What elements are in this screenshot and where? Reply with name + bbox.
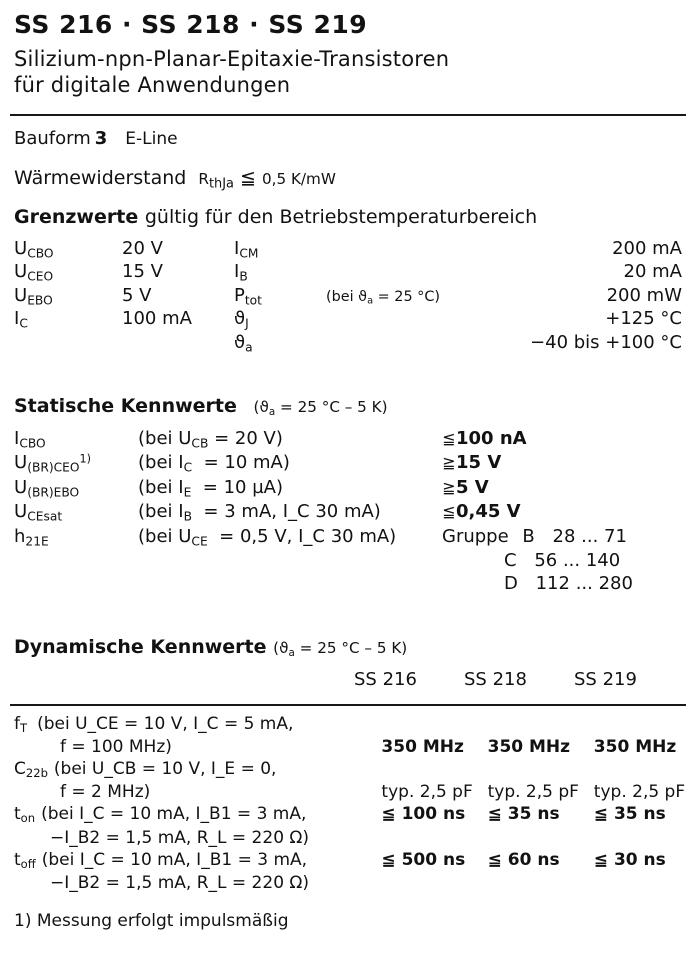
limit-condition: (bei $ϑ_a = 25$ °C)	[326, 288, 441, 307]
limit-symbol-2-sub: J	[245, 316, 249, 331]
column-header-ss218: SS 218	[464, 668, 527, 690]
limit-value-2: +125 °C	[605, 308, 682, 330]
dyn-value-ss219: 350 MHz	[593, 737, 677, 758]
static-heading-bold: Statische Kennwerte	[14, 394, 237, 417]
thermal-symbol: R	[198, 170, 209, 189]
static-relation: ≦	[442, 502, 456, 522]
dyn-value-ss218: 350 MHz	[487, 737, 571, 758]
subtitle-line-1: Silizium-npn-Planar-Epitaxie-Transistoren	[14, 47, 450, 71]
static-condition: (bei $U_{CB} = 20$ V)	[138, 427, 283, 451]
package-label: Bauform	[14, 128, 91, 150]
dyn-symbol-sub: off	[20, 856, 36, 871]
limit-symbol: I	[14, 308, 20, 330]
thermal-resistance-row	[0, 149, 700, 192]
static-symbol: U	[14, 452, 28, 474]
page-title: SS 216 · SS 218 · SS 219	[14, 10, 368, 39]
static-symbol: h	[14, 525, 26, 547]
static-symbol-sub: (BR)EBO	[27, 485, 80, 500]
limit-symbol: U	[14, 284, 28, 306]
limit-symbol-2-sub: B	[239, 269, 248, 284]
table-row	[14, 526, 633, 550]
column-header-ss219: SS 219	[574, 668, 637, 690]
static-relation: ≦	[442, 428, 456, 448]
group-range: 112 ... 280	[535, 572, 633, 594]
package-type: E-Line	[125, 129, 178, 150]
dyn-condition-line1: (bei U_CB = 10 V, I_E = 0,	[53, 759, 277, 780]
table-row	[14, 828, 700, 850]
group-range: 28 ... 71	[552, 525, 627, 547]
limit-value-2: 200 mW	[606, 284, 682, 306]
dyn-value-ss216: ≦ 500 ns	[381, 849, 466, 870]
table-row	[14, 428, 633, 452]
table-row	[14, 332, 682, 355]
limit-value: 5 V	[122, 284, 152, 306]
dyn-condition-line1: (bei I_C = 10 mA, I_B1 = 3 mA,	[41, 804, 307, 825]
group-letter: D	[504, 572, 518, 594]
package-row	[0, 116, 700, 149]
table-row	[14, 737, 700, 759]
static-symbol-sub: CEsat	[27, 509, 63, 524]
limit-symbol-2-sub: a	[245, 339, 253, 354]
dyn-value-ss219: ≦ 30 ns	[593, 849, 666, 870]
dyn-symbol-sub: 22b	[25, 766, 48, 781]
table-row	[14, 238, 682, 261]
thermal-label: Wärmewiderstand	[14, 167, 187, 190]
limit-value: 100 mA	[122, 308, 192, 330]
static-symbol-sub: CBO	[19, 436, 46, 451]
static-relation: ≧	[442, 477, 456, 497]
limit-symbol-2: ϑ	[234, 308, 246, 330]
dyn-condition-line1: (bei U_CE = 10 V, I_C = 5 mA,	[37, 713, 294, 734]
limit-symbol: U	[14, 237, 28, 259]
dynamic-heading-condition: ($ϑ_a = 25$ °C – 5 K)	[273, 638, 408, 659]
dynamic-heading-bold: Dynamische Kennwerte	[14, 635, 267, 658]
limit-symbol-2: I	[234, 237, 240, 259]
dyn-condition-line2: f = 2 MHz)	[60, 782, 151, 803]
dyn-condition-line2: f = 100 MHz)	[60, 737, 172, 758]
dyn-symbol: t	[14, 849, 21, 870]
static-symbol: U	[14, 501, 28, 523]
static-value: 0,45 V	[456, 501, 521, 523]
limit-value-2: 200 mA	[612, 237, 682, 259]
thermal-value: 0,5 K/mW	[261, 170, 336, 189]
static-symbol: U	[14, 476, 28, 498]
table-row	[14, 550, 633, 573]
package-number: 3	[94, 128, 108, 150]
static-symbol-sub: 21E	[25, 533, 49, 548]
limit-value-2: −40 bis +100 °C	[530, 331, 682, 353]
static-heading-condition: ($ϑ_a = 25$ °C – 5 K)	[253, 397, 388, 418]
footnote-marker: 1)	[79, 452, 91, 466]
limit-symbol-2-sub: CM	[239, 246, 259, 261]
thermal-relation: ≦	[240, 167, 256, 190]
dyn-value-ss219: typ. 2,5 pF	[593, 782, 686, 803]
group-letter: B	[522, 525, 535, 547]
page-subtitle	[0, 41, 700, 98]
limits-heading-bold: Grenzwerte	[14, 205, 139, 228]
dynamic-column-headers	[14, 669, 684, 694]
group-range: 56 ... 140	[534, 549, 621, 571]
table-row	[14, 285, 682, 308]
limit-symbol-2: ϑ	[234, 331, 246, 353]
dyn-symbol-sub: T	[20, 721, 28, 736]
limit-symbol: U	[14, 261, 28, 283]
dynamic-heading	[0, 622, 700, 659]
static-symbol: I	[14, 427, 20, 449]
static-value: 5 V	[456, 476, 489, 498]
dyn-value-ss218: ≦ 60 ns	[487, 849, 560, 870]
table-row	[14, 477, 633, 501]
table-row	[14, 452, 633, 476]
limits-heading	[0, 192, 700, 228]
dyn-symbol-sub: on	[20, 811, 36, 826]
dyn-symbol: C	[14, 759, 26, 780]
table-row	[14, 261, 682, 284]
thermal-symbol-subscript: thJa	[208, 176, 234, 192]
dyn-condition-line1: (bei I_C = 10 mA, I_B1 = 3 mA,	[41, 849, 308, 870]
table-row	[14, 804, 700, 827]
dyn-value-ss219: ≦ 35 ns	[593, 804, 666, 825]
column-header-ss216: SS 216	[354, 668, 417, 690]
dyn-value-ss216: typ. 2,5 pF	[381, 782, 473, 803]
dyn-condition-line2: −I_B2 = 1,5 mA, R_L = 220 Ω)	[50, 872, 310, 893]
static-condition: (bei $U_{CE} = 0,5$ V, I_C 30 mA)	[138, 525, 397, 548]
static-symbol-sub: (BR)CEO	[27, 460, 80, 475]
static-relation: ≧	[442, 453, 456, 473]
static-condition: (bei $I_C = 10$ mA)	[138, 452, 290, 475]
dyn-condition-line2: −I_B2 = 1,5 mA, R_L = 220 Ω)	[50, 827, 310, 848]
table-row	[14, 308, 682, 331]
limit-value: 15 V	[122, 261, 163, 283]
table-row	[14, 501, 633, 525]
limit-symbol-sub: EBO	[27, 293, 53, 308]
dyn-value-ss216: 350 MHz	[381, 737, 464, 758]
group-label: Gruppe	[442, 525, 509, 547]
table-row	[14, 850, 700, 873]
subtitle-line-2: für digitale Anwendungen	[14, 72, 291, 97]
limit-symbol-2-sub: tot	[244, 293, 262, 308]
limit-symbol-2: P	[234, 284, 245, 306]
table-row	[14, 573, 633, 596]
table-row	[14, 714, 700, 737]
static-condition: (bei $I_B = 3$ mA, I_C 30 mA)	[138, 501, 381, 524]
limits-table	[14, 238, 682, 355]
static-condition: (bei $I_E = 10$ µA)	[138, 476, 283, 500]
table-row	[14, 873, 700, 895]
footnote: 1) Messung erfolgt impulsmäßig	[14, 910, 289, 931]
table-row	[14, 782, 700, 804]
group-letter: C	[504, 549, 517, 571]
static-heading	[0, 381, 700, 418]
limit-symbol-2: I	[234, 261, 240, 283]
limit-value: 20 V	[122, 237, 163, 259]
limit-symbol-sub: C	[19, 316, 28, 331]
limit-symbol-sub: CEO	[27, 269, 54, 284]
static-values-table	[14, 428, 633, 596]
dyn-value-ss216: ≦ 100 ns	[381, 804, 466, 825]
dyn-symbol: f	[14, 713, 20, 734]
static-value: 15 V	[456, 452, 502, 474]
limit-symbol-sub: CBO	[27, 246, 54, 261]
limits-heading-rest: gültig für den Betriebstemperaturbereich	[144, 205, 538, 228]
static-value: 100 nA	[456, 427, 527, 449]
dyn-value-ss218: ≦ 35 ns	[487, 804, 560, 825]
table-row	[14, 759, 700, 782]
dynamic-rows-table	[14, 714, 700, 895]
dyn-value-ss218: typ. 2,5 pF	[487, 782, 579, 803]
dyn-symbol: t	[14, 804, 21, 825]
dynamic-values-table	[14, 669, 684, 694]
limit-value-2: 20 mA	[623, 261, 682, 283]
